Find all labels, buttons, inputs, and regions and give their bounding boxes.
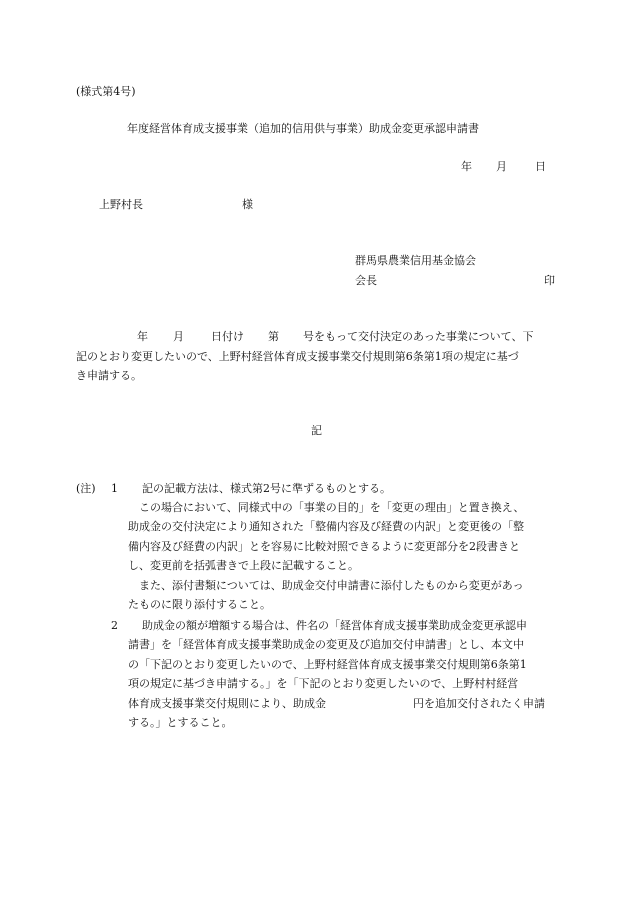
body-line2: 記のとおり変更したいので、上野村経営体育成支援事業交付規則第6条第1項の規定に基づ xyxy=(76,350,519,363)
date-day: 日 xyxy=(535,160,546,173)
note-1-line-5: し、変更前を括弧書きで上段に記載すること。 xyxy=(128,559,359,572)
form-number: (様式第4号) xyxy=(76,85,136,98)
applicant-seal: 印 xyxy=(544,274,555,287)
notes-label: (注) xyxy=(76,482,96,495)
note-1-number: 1 xyxy=(111,482,118,495)
note-2-line-2: 請書」を「経営体育成支援事業助成金の変更及び追加交付申請書」とし、本文中 xyxy=(128,638,524,651)
note-2-line-4: 項の規定に基づき申請する。」を「下記のとおり変更したいので、上野村村経営 xyxy=(128,677,519,690)
addressee-honorific: 様 xyxy=(242,198,253,211)
body-year: 年 xyxy=(137,330,148,343)
note-1-line-6: また、添付書類については、助成金交付申請書に添付したものから変更があっ xyxy=(128,579,524,592)
note-1-line-1: 記の記載方法は、様式第2号に準ずるものとする。 xyxy=(142,482,391,495)
date-year: 年 xyxy=(461,160,472,173)
note-1-line-7: たものに限り添付すること。 xyxy=(128,598,271,611)
note-2-line-6: する。」とすること。 xyxy=(128,716,233,729)
body-line1-rest: 号をもって交付決定のあった事業について、下 xyxy=(303,330,534,343)
ki-heading: 記 xyxy=(311,424,322,437)
body-month: 月 xyxy=(173,330,184,343)
applicant-title: 会長 xyxy=(355,274,377,287)
note-2-line-5: 体育成支援事業交付規則により、助成金 xyxy=(128,697,326,710)
note-2-amount-suffix: 円を追加交付されたく申請 xyxy=(413,697,545,710)
body-number-prefix: 第 xyxy=(268,330,279,343)
body-day-text: 日付け xyxy=(211,330,244,343)
note-2-number: 2 xyxy=(111,619,118,632)
note-2-line-3: の「下記のとおり変更したいので、上野村経営体育成支援事業交付規則第6条第1 xyxy=(128,658,527,671)
addressee-name: 上野村長 xyxy=(99,198,143,211)
note-2-line-1: 助成金の額が増額する場合は、件名の「経営体育成支援事業助成金変更承認申 xyxy=(142,619,527,632)
document-title: 年度経営体育成支援事業（追加的信用供与事業）助成金変更承認申請書 xyxy=(127,122,479,135)
applicant-org: 群馬県農業信用基金協会 xyxy=(355,254,476,267)
note-1-line-2: この場合において、同様式中の「事業の目的」を「変更の理由」と置き換え、 xyxy=(128,501,525,514)
date-month: 月 xyxy=(496,160,507,173)
note-1-line-4: 備内容及び経費の内訳」とを容易に比較対照できるように変更部分を2段書きと xyxy=(128,540,520,553)
body-line3: き申請する。 xyxy=(76,369,142,382)
note-1-line-3: 助成金の交付決定により通知された「整備内容及び経費の内訳」と変更後の「整 xyxy=(128,520,524,533)
